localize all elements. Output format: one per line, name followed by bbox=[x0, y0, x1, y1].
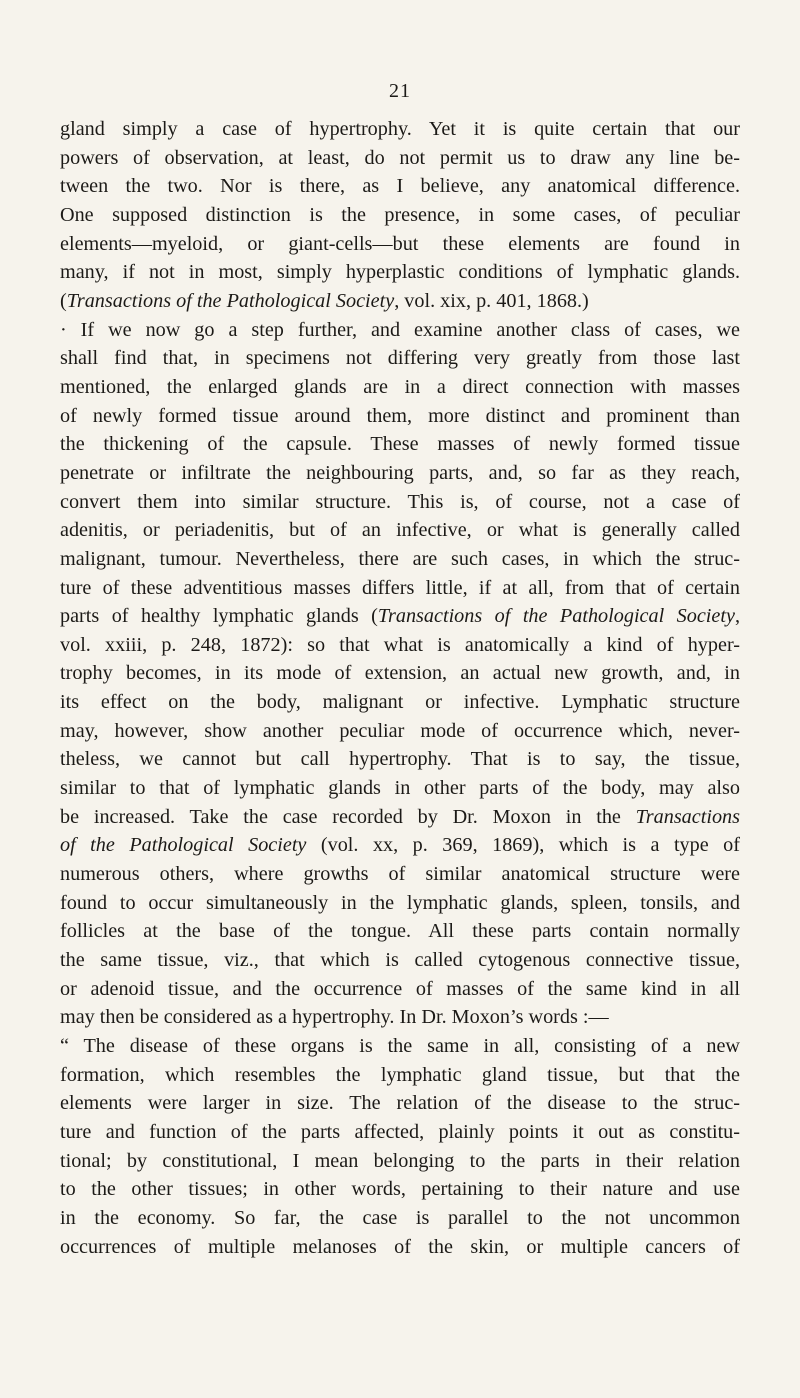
text-span: its effect on the body, malignant or infective. Lymphatic structure bbox=[60, 691, 740, 714]
text-span: or adenoid tissue, and the occurrence of masses of the same kind in all bbox=[60, 977, 740, 1000]
text-line bbox=[60, 488, 740, 517]
text-line bbox=[60, 430, 740, 459]
text-line bbox=[60, 459, 740, 488]
text-line bbox=[60, 745, 740, 774]
text-span: ture and function of the parts affected, plainly points it out as constitu- bbox=[60, 1120, 740, 1143]
text-span: in the economy. So far, the case is parallel to the not uncommon bbox=[60, 1206, 740, 1229]
text-span: numerous others, where growths of similar anatomical structure were bbox=[60, 863, 740, 886]
text-line bbox=[60, 574, 740, 603]
text-span: many, if not in most, simply hyperplastic conditions of lymphatic glands. bbox=[60, 261, 740, 284]
text-span: tional; by constitutional, I mean belonging to the parts in their relation bbox=[60, 1149, 740, 1172]
text-line bbox=[60, 946, 740, 975]
text-line bbox=[60, 201, 740, 230]
text-line bbox=[60, 631, 740, 660]
text-line bbox=[60, 287, 740, 316]
text-line bbox=[60, 144, 740, 173]
text-span: may, however, show another peculiar mode of occurrence which, never- bbox=[60, 719, 740, 742]
text-line bbox=[60, 344, 740, 373]
text-line bbox=[60, 172, 740, 201]
italic-span: of the Pathological Society bbox=[60, 834, 307, 857]
text-span: malignant, tumour. Nevertheless, there are such cases, in which the struc- bbox=[60, 547, 740, 570]
text-line bbox=[60, 803, 740, 832]
text-span: gland simply a case of hypertrophy. Yet it is quite certain that our bbox=[60, 118, 740, 140]
text-span: the same tissue, viz., that which is called cytogenous connective tissue, bbox=[60, 949, 740, 972]
text-span: parts of healthy lymphatic glands ( bbox=[60, 605, 378, 628]
text-line bbox=[60, 1118, 740, 1147]
text-span: adenitis, or periadenitis, but of an infective, or what is generally called bbox=[60, 519, 740, 542]
text-line bbox=[60, 717, 740, 746]
text-line bbox=[60, 1175, 740, 1204]
text-span: theless, we cannot but call hypertrophy. That is to say, the tissue, bbox=[60, 748, 740, 771]
text-span: “ The disease of these organs is the same in all, consisting of a new bbox=[60, 1035, 740, 1057]
text-span: , vol. xix, p. 401, 1868.) bbox=[394, 289, 589, 312]
text-line bbox=[60, 774, 740, 803]
text-line bbox=[60, 1204, 740, 1233]
text-line bbox=[60, 860, 740, 889]
text-line bbox=[60, 545, 740, 574]
text-line bbox=[60, 373, 740, 402]
text-span: (vol. xx, p. 369, 1869), which is a type of bbox=[306, 834, 740, 857]
text-span: follicles at the base of the tongue. All these parts contain normally bbox=[60, 920, 740, 943]
text-span: occurrences of multiple melanoses of the skin, or multiple cancers of bbox=[60, 1235, 740, 1258]
text-line bbox=[60, 516, 740, 545]
page-number: 21 bbox=[389, 80, 411, 102]
text-line bbox=[60, 889, 740, 918]
text-span: may then be considered as a hypertrophy. In Dr. Moxon’s words :— bbox=[60, 1006, 609, 1029]
text-line bbox=[60, 602, 740, 631]
text-span: be increased. Take the case recorded by Dr. Moxon in the bbox=[60, 805, 636, 828]
text-span: trophy becomes, in its mode of extension, an actual new growth, and, in bbox=[60, 662, 740, 685]
text-line bbox=[60, 402, 740, 431]
text-span: formation, which resembles the lymphatic gland tissue, but that the bbox=[60, 1063, 740, 1086]
text-span: , bbox=[734, 605, 740, 628]
text-line bbox=[60, 688, 740, 717]
text-line bbox=[60, 1032, 740, 1061]
italic-span: Transactions of the Pathological Society bbox=[66, 289, 395, 312]
text-span: One supposed distinction is the presence, in some cases, of peculiar bbox=[60, 203, 740, 226]
text-span: tween the two. Nor is there, as I believe, any anatomical difference. bbox=[60, 175, 740, 198]
text-line bbox=[60, 917, 740, 946]
text-span: the thickening of the capsule. These masses of newly formed tissue bbox=[60, 433, 740, 456]
text-line bbox=[60, 831, 740, 860]
text-span: penetrate or infiltrate the neighbouring parts, and, so far as they reach, bbox=[60, 461, 740, 484]
italic-span: Transactions bbox=[635, 805, 740, 828]
text-span: · If we now go a step further, and examine another class of cases, we bbox=[60, 318, 740, 341]
text-line bbox=[60, 316, 740, 345]
text-line bbox=[60, 230, 740, 259]
text-span: shall find that, in specimens not differing very greatly from those last bbox=[60, 347, 740, 370]
text-span: vol. xxiii, p. 248, 1872): so that what is anatomically a kind of hyper- bbox=[60, 633, 740, 656]
text-span: elements—myeloid, or giant-cells—but these elements are found in bbox=[60, 232, 740, 255]
text-span: convert them into similar structure. This is, of course, not a case of bbox=[60, 490, 740, 513]
body-text bbox=[60, 115, 740, 1261]
text-line bbox=[60, 115, 740, 144]
text-span: similar to that of lymphatic glands in other parts of the body, may also bbox=[60, 777, 740, 800]
text-span: elements were larger in size. The relation of the disease to the struc- bbox=[60, 1092, 740, 1115]
text-span: found to occur simultaneously in the lymphatic glands, spleen, tonsils, and bbox=[60, 891, 740, 914]
text-line bbox=[60, 1147, 740, 1176]
text-span: powers of observation, at least, do not permit us to draw any line be- bbox=[60, 146, 740, 169]
text-line bbox=[60, 659, 740, 688]
text-line bbox=[60, 975, 740, 1004]
text-line bbox=[60, 1003, 740, 1032]
text-span: to the other tissues; in other words, pertaining to their nature and use bbox=[60, 1178, 740, 1201]
text-line bbox=[60, 1089, 740, 1118]
text-line bbox=[60, 1233, 740, 1262]
text-span: ( bbox=[60, 289, 67, 312]
text-span: of newly formed tissue around them, more distinct and prominent than bbox=[60, 404, 740, 427]
text-line bbox=[60, 258, 740, 287]
italic-span: Transactions of the Pathological Society bbox=[377, 605, 735, 628]
text-line bbox=[60, 1061, 740, 1090]
text-span: ture of these adventitious masses differs little, if at all, from that of certain bbox=[60, 576, 740, 599]
text-span: mentioned, the enlarged glands are in a direct connection with masses bbox=[60, 375, 740, 398]
